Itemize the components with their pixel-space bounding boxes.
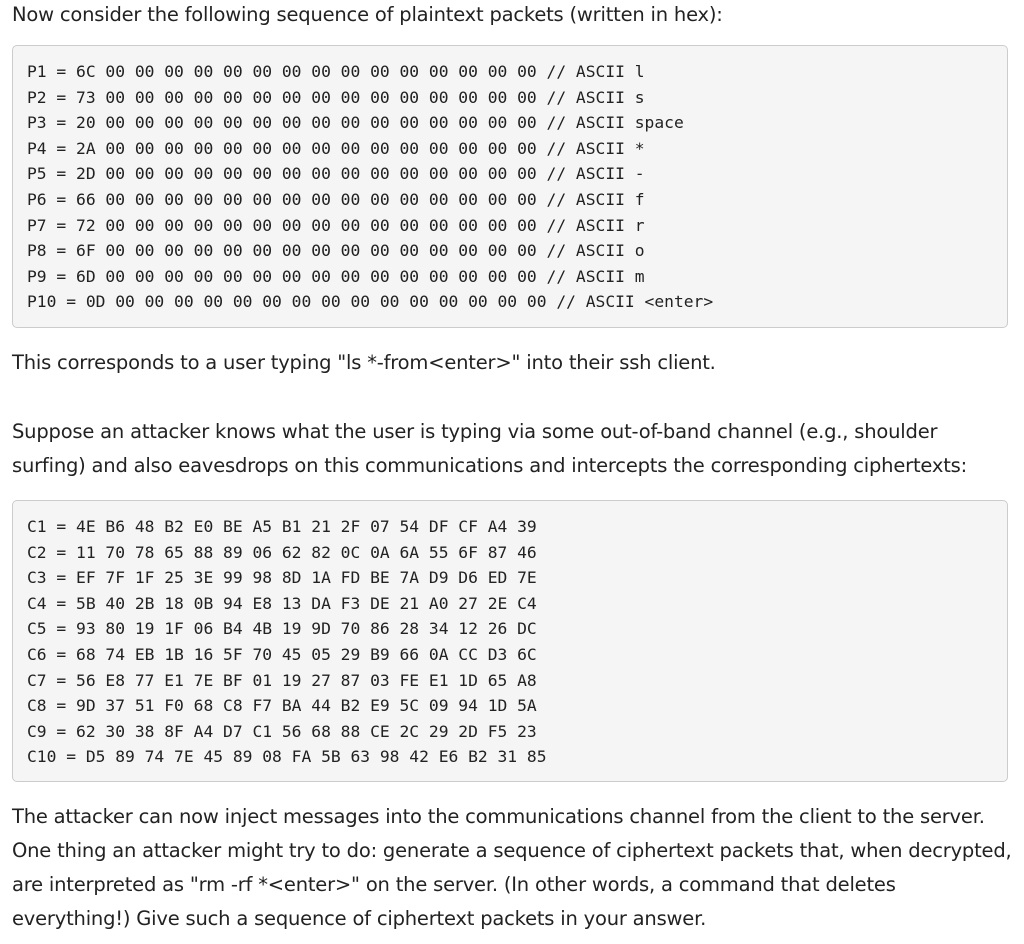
plaintext-packet-line: P8 = 6F 00 00 00 00 00 00 00 00 00 00 00 00 00 00 00 // ASCII o (27, 241, 645, 261)
ciphertext-code-block (12, 500, 1008, 782)
plaintext-code-block (12, 45, 1008, 328)
intro-text: Now consider the following sequence of plaintext packets (written in hex): (12, 3, 723, 26)
ciphertext-packet-line: C3 = EF 7F 1F 25 3E 99 98 8D 1A FD BE 7A D9 D6 ED 7E (27, 568, 537, 588)
plaintext-packet-line: P1 = 6C 00 00 00 00 00 00 00 00 00 00 00 00 00 00 00 // ASCII l (27, 62, 645, 81)
ciphertext-packet-line: C4 = 5B 40 2B 18 0B 94 E8 13 DA F3 DE 21 A0 27 2E C4 (27, 593, 537, 613)
plaintext-packet-line: P10 = 0D 00 00 00 00 00 00 00 00 00 00 00 00 00 00 00 // ASCII <enter> (27, 292, 714, 312)
ciphertext-packet-line: C1 = 4E B6 48 B2 E0 BE A5 B1 21 2F 07 54 DF CF A4 39 (27, 517, 537, 536)
ciphertext-packet-line: C6 = 68 74 EB 1B 16 5F 70 45 05 29 B9 66 0A CC D3 6C (27, 644, 537, 664)
paragraph-typing: This corresponds to a user typing "ls *-from<enter>" into their ssh client. (12, 351, 716, 374)
paragraph-attacker: Suppose an attacker knows what the user is typing via some out-of-band channel (e.g., shoulder surfing) and also eavesdrops on this communications and intercepts the corresponding ciphertexts: (12, 420, 967, 477)
plaintext-packet-line: P9 = 6D 00 00 00 00 00 00 00 00 00 00 00 00 00 00 00 // ASCII m (27, 266, 645, 286)
plaintext-packet-line: P7 = 72 00 00 00 00 00 00 00 00 00 00 00 00 00 00 00 // ASCII r (27, 215, 645, 235)
ciphertext-packet-line: C2 = 11 70 78 65 88 89 06 62 82 0C 0A 6A 55 6F 87 46 (27, 542, 537, 562)
paragraph-question: The attacker can now inject messages into the communications channel from the client to the server. One thing an attacker might try to do: generate a sequence of ciphertext packets that, when decrypted, are interpreted as "rm -rf *<enter>" on the server. (In other words, a command that deletes everything!) Give such a sequence of ciphertext packets in your answer. (12, 805, 1012, 930)
plaintext-packet-line: P3 = 20 00 00 00 00 00 00 00 00 00 00 00 00 00 00 00 // ASCII space (27, 113, 684, 133)
ciphertext-packet-line: C7 = 56 E8 77 E1 7E BF 01 19 27 87 03 FE E1 1D 65 A8 (27, 670, 537, 690)
plaintext-packet-line: P2 = 73 00 00 00 00 00 00 00 00 00 00 00 00 00 00 00 // ASCII s (27, 87, 645, 107)
ciphertext-packet-line: C5 = 93 80 19 1F 06 B4 4B 19 9D 70 86 28 34 12 26 DC (27, 619, 537, 639)
ciphertext-packet-line: C10 = D5 89 74 7E 45 89 08 FA 5B 63 98 42 E6 B2 31 85 (27, 747, 547, 767)
plaintext-packet-line: P5 = 2D 00 00 00 00 00 00 00 00 00 00 00 00 00 00 00 // ASCII - (27, 164, 645, 184)
ciphertext-packet-line: C8 = 9D 37 51 F0 68 C8 F7 BA 44 B2 E9 5C 09 94 1D 5A (27, 696, 537, 716)
plaintext-packet-line: P6 = 66 00 00 00 00 00 00 00 00 00 00 00 00 00 00 00 // ASCII f (27, 189, 645, 209)
ciphertext-packet-line: C9 = 62 30 38 8F A4 D7 C1 56 68 88 CE 2C 29 2D F5 23 (27, 721, 537, 741)
plaintext-packet-line: P4 = 2A 00 00 00 00 00 00 00 00 00 00 00 00 00 00 00 // ASCII * (27, 138, 645, 158)
